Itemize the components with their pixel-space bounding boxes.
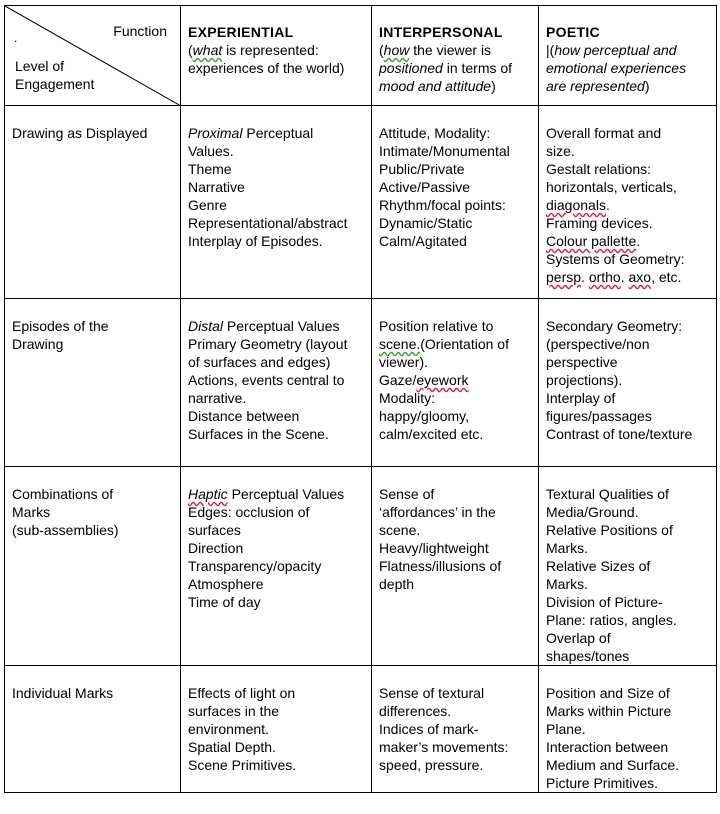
column-header-interpersonal [372,6,539,106]
text-run: Surfaces in the Scene. [188,426,329,442]
text-line [379,684,534,702]
text-run: Flatness/illusions of [379,558,502,574]
text-run: are represented [546,78,645,94]
cell-content [188,124,367,250]
text-line [546,59,712,77]
text-line [546,77,712,95]
text-line [188,41,367,59]
text-line [546,593,712,611]
text-run: perspective [546,354,618,370]
text-run: Interaction between [546,739,669,755]
text-run: Public/Private [379,161,465,177]
text-run: emotional experiences [546,60,687,76]
text-run: (perspective/non [546,336,650,352]
text-run: Colour pallette [546,233,637,249]
text-run: horizontals, verticals, [546,179,677,195]
text-run: Sense of [379,486,435,502]
text-run: Rhythm/focal points: [379,197,506,213]
text-line [379,389,534,407]
text-run: ) [491,78,496,94]
text-run: Narrative [188,179,245,195]
text-run: what [192,42,223,58]
text-run: size. [546,143,575,159]
text-line [546,178,712,196]
cell-content [379,684,534,774]
text-run: Active/Passive [379,179,471,195]
text-line [546,485,712,503]
text-line [379,738,534,756]
text-run: Direction [188,540,244,556]
text-line [188,539,367,557]
text-line [188,756,367,774]
text-line [379,196,534,214]
text-run: ) [644,78,650,94]
text-line [546,232,712,250]
header-row [5,6,717,106]
interpersonal-cell [372,666,539,793]
text-line [379,232,534,250]
text-run: Plane: ratios, angles. [546,612,677,628]
text-line [546,774,712,792]
text-line [379,503,534,521]
text-line [546,647,712,665]
text-line [546,503,712,521]
text-line [546,371,712,389]
cell-content [188,485,367,611]
text-line [546,407,712,425]
text-line [379,756,534,774]
text-run: eyework [416,372,469,388]
text-line [546,702,712,720]
text-line [379,557,534,575]
poetic-cell [539,467,717,666]
cell-content [546,485,712,665]
row-label [12,124,176,142]
text-run: Indices of mark- [379,721,479,737]
text-line: (sub-assemblies) [12,522,119,538]
text-run: differences. [379,703,452,719]
row-label-cell [5,299,181,467]
text-run: Marks within Picture [546,703,672,719]
text-run: scene. [379,522,421,538]
text-line [546,575,712,593]
text-run: Contrast of tone/texture [546,426,693,442]
row-individual-marks [5,666,717,793]
text-run: ( [188,42,193,58]
text-run: Picture Primitives. [546,775,659,791]
text-line [188,738,367,756]
text-line [379,317,534,335]
text-line [379,160,534,178]
text-run: Spatial Depth. [188,739,276,755]
text-line [188,142,367,160]
text-run: . [636,233,641,249]
text-run: Perceptual [242,125,314,141]
text-run: Overall format and [546,125,662,141]
text-line [379,720,534,738]
text-line: Episodes of the [12,318,109,334]
text-line [188,702,367,720]
text-run: (Orientation of [420,336,509,352]
text-run: the viewer is [409,42,492,58]
text-run: Modality: [379,390,436,406]
text-run: Position relative to [379,318,494,334]
text-run: Calm/Agitated [379,233,467,249]
text-run: Relative Sizes of [546,558,651,574]
text-line [546,160,712,178]
text-run: . [620,269,629,285]
experiential-cell [181,106,372,299]
text-run: Distance between [188,408,300,424]
engagement-function-table [4,5,717,793]
text-run: Media/Ground. [546,504,639,520]
text-run: Relative Positions of [546,522,673,538]
text-run: shapes/tones [546,648,630,664]
text-run: Gestalt relations: [546,161,652,177]
text-run: Framing devices. [546,215,653,231]
text-line [188,521,367,539]
experiential-cell [181,299,372,467]
text-run: ‘affordances’ in the [379,504,496,520]
column-heading: INTERPERSONAL [379,24,503,40]
text-run: Genre [188,197,227,213]
text-line [379,425,534,443]
text-run: Perceptual Values [223,318,340,334]
column-description [188,41,367,77]
cell-content [188,317,367,443]
cell-content [379,124,534,250]
text-line [188,593,367,611]
text-run: projections). [546,372,623,388]
text-run: positioned [379,60,443,76]
text-run: Actions, events central to [188,372,345,388]
text-run: |( [546,42,555,58]
text-line [379,178,534,196]
text-run: . [581,269,589,285]
text-run: Values. [188,143,234,159]
text-line [546,250,712,268]
text-line [546,756,712,774]
text-line [188,232,367,250]
poetic-cell [539,106,717,299]
text-run: Heavy/lightweight [379,540,489,556]
text-line [188,353,367,371]
text-line: Drawing [12,336,64,352]
column-header-experiential [181,6,372,106]
text-run: Proximal [188,125,243,141]
text-run: Interplay of Episodes. [188,233,323,249]
text-line [379,124,534,142]
text-run: how [383,42,410,58]
function-axis-label: Function [113,23,167,39]
text-run: Attitude, Modality: [379,125,491,141]
text-run: figures/passages [546,408,652,424]
text-line [188,335,367,353]
text-line [546,353,712,371]
corner-bullet: . [14,31,18,45]
row-label-cell [5,106,181,299]
text-run: scene. [379,336,421,352]
text-line [188,407,367,425]
cell-content [379,317,534,443]
interpersonal-cell [372,106,539,299]
text-run: persp [546,269,582,285]
experiential-cell [181,467,372,666]
cell-content [188,684,367,774]
level-axis-label: Level of Engagement [15,58,95,92]
column-heading: POETIC [546,24,600,40]
row-drawing-as-displayed [5,106,717,299]
text-line [546,41,712,59]
text-line [546,196,712,214]
row-label-cell [5,467,181,666]
text-run: Dynamic/Static [379,215,473,231]
text-line [188,575,367,593]
text-run: diagonals [546,197,606,213]
text-line [546,389,712,407]
text-run: in terms of [442,60,513,76]
text-line [546,539,712,557]
text-run: Transparency/opacity [188,558,322,574]
poetic-cell [539,666,717,793]
text-run: how perceptual and [554,42,677,58]
interpersonal-cell [372,467,539,666]
text-run: narrative. [188,390,247,406]
text-line [188,178,367,196]
row-label [12,317,176,353]
text-run: happy/gloomy, [379,408,470,424]
text-line [379,214,534,232]
text-line [188,214,367,232]
text-run: Textural Qualities of [546,486,669,502]
text-line: Individual Marks [12,685,114,701]
text-line [188,160,367,178]
text-run: Interplay of [546,390,616,406]
text-line [188,196,367,214]
row-combinations-of-marks [5,467,717,666]
text-run: axo [628,269,652,285]
text-run: Atmosphere [188,576,264,592]
text-run: Marks. [546,576,588,592]
text-run: Theme [188,161,232,177]
text-line [546,142,712,160]
text-run: Medium and Surface. [546,757,680,773]
row-episodes-of-the-drawing [5,299,717,467]
text-run: Overlap of [546,630,611,646]
text-line [379,407,534,425]
text-line [188,425,367,443]
text-line [379,335,534,353]
text-line [546,317,712,335]
poetic-cell [539,299,717,467]
text-line [188,485,367,503]
corner-cell [5,6,181,106]
text-run: , etc. [651,269,682,285]
text-line [546,738,712,756]
text-line [379,142,534,160]
text-line [379,41,534,59]
text-line [379,485,534,503]
text-run: . [605,197,610,213]
text-line [188,389,367,407]
text-run: Scene Primitives. [188,757,297,773]
text-line [379,539,534,557]
text-line [546,335,712,353]
text-run: Plane. [546,721,586,737]
text-run: Systems of Geometry: [546,251,685,267]
text-run: Representational/abstract [188,215,348,231]
cell-content [546,124,712,286]
text-run: environment. [188,721,269,737]
text-run: calm/excited etc. [379,426,484,442]
text-line: Drawing as Displayed [12,125,148,141]
text-line [379,77,534,95]
text-line [188,59,367,77]
text-run: Time of day [188,594,261,610]
text-run: speed, pressure. [379,757,484,773]
text-line [546,557,712,575]
text-run: viewer). [379,354,429,370]
text-line [546,268,712,286]
text-run: surfaces [188,522,241,538]
text-line [546,611,712,629]
text-run: maker’s movements: [379,739,509,755]
column-description [379,41,534,95]
text-run: Perceptual Values [227,486,345,502]
row-label [12,485,176,539]
text-line [188,317,367,335]
text-run: Intimate/Monumental [379,143,510,159]
row-label [12,684,176,702]
row-label-cell [5,666,181,793]
text-line [546,124,712,142]
text-run: Position and Size of [546,685,670,701]
text-line [188,720,367,738]
text-line [379,371,534,389]
text-run: is represented: [222,42,319,58]
text-line [546,629,712,647]
cell-content [546,317,712,443]
text-run: Distal [188,318,224,334]
text-run: experiences of the world) [188,60,345,76]
text-run: Gaze/ [379,372,417,388]
text-run: depth [379,576,415,592]
text-line [188,557,367,575]
text-run: Marks. [546,540,588,556]
text-line [188,503,367,521]
text-run: Edges: occlusion of [188,504,310,520]
cell-content [379,485,534,593]
text-run: ( [379,42,384,58]
text-line [188,371,367,389]
text-line [546,214,712,232]
text-run: ortho [588,269,621,285]
text-line [379,59,534,77]
text-run: Secondary Geometry: [546,318,683,334]
text-run: Haptic [188,486,228,502]
text-line [546,720,712,738]
text-line [546,521,712,539]
column-header-poetic [539,6,717,106]
text-line: Combinations of [12,486,114,502]
text-line: Marks [12,504,51,520]
text-run: of surfaces and edges) [188,354,331,370]
text-run: Primary Geometry (layout [188,336,348,352]
cell-content [546,684,712,792]
experiential-cell [181,666,372,793]
column-description [546,41,712,95]
text-line [379,353,534,371]
interpersonal-cell [372,299,539,467]
text-line [379,702,534,720]
text-run: Division of Picture- [546,594,663,610]
text-run: Sense of textural [379,685,485,701]
text-run: Effects of light on [188,685,296,701]
text-run: surfaces in the [188,703,280,719]
text-line [379,575,534,593]
text-run: mood and attitude [379,78,492,94]
text-line [546,425,712,443]
column-heading: EXPERIENTIAL [188,24,294,40]
text-line [188,684,367,702]
text-line [546,684,712,702]
text-line [379,521,534,539]
text-line [188,124,367,142]
